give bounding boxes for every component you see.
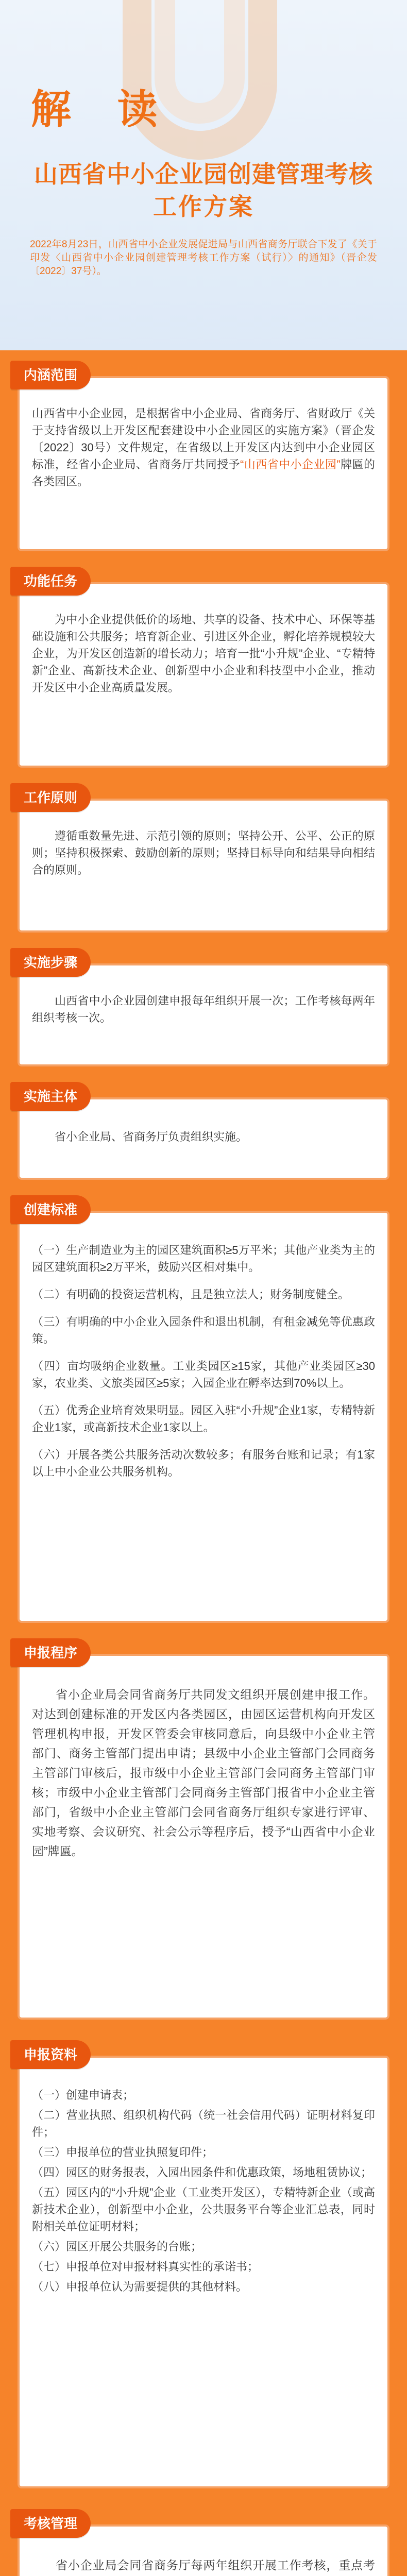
material-item: （八）申报单位认为需要提供的其他材料。: [32, 2280, 248, 2293]
material-item: （三）申报单位的营业执照复印件；: [32, 2146, 214, 2159]
section-card: [18, 963, 389, 1066]
scope-text-main: 山西省中小企业园，是根据省中小企业局、省商务厅、省财政厅《关于支持省级以上开发区配套建设中小企业园区的实施方案》（晋企发〔2022〕30号）文件规定，在省级以上开发区内达到中小企业园区标准，经省小企业局、省商务厅共同授予: [32, 407, 375, 471]
section-tag: 考核管理: [10, 2509, 91, 2538]
section-tag: 实施步骤: [10, 948, 91, 977]
intro-text: 2022年8月23日，山西省中小企业发展促进局与山西省商务厅联合下发了《关于印发〈山西省中小企业园创建管理考核工作方案（试行）〉的通知》（晋企发〔2022〕37号）。: [30, 239, 377, 277]
standard-item: （二）有明确的投资运营机构，且是独立法人；财务制度健全。: [32, 1288, 350, 1301]
section-standard: [10, 1195, 397, 1628]
section-paragraph: 为中小企业提供低价的场地、共享的设备、技术中心、环保等基础设施和公共服务；培育新企业、引进区外企业，孵化培养规模较大企业，为开发区创造新的增长动力；培育一批“小升规”企业、“专精特新”企业、高新技术企业、创新型中小企业和科技型中小企业，推动开发区中小企业高质量发展。: [32, 613, 375, 694]
standard-item: （四）亩均吸纳企业数量。工业类园区≥15家，其他产业类园区≥30家，农业类、文旅类园区≥5家；入园企业在孵率达到70%以上。: [32, 1360, 375, 1389]
section-steps: [10, 948, 397, 1072]
section-paragraph: 遵循重数量先进、示范引领的原则；坚持公开、公平、公正的原则；坚持积极探索、鼓励创新的原则；坚持目标导向和结果导向相结合的原则。: [32, 829, 375, 876]
material-item: （四）园区的财务报表，入园出园条件和优惠政策，场地租赁协议；: [32, 2166, 372, 2179]
scope-text-end: 牌匾的各类园区。: [32, 458, 375, 488]
section-principle: [10, 783, 397, 938]
section-card: [18, 1654, 389, 2020]
scope-text: [32, 405, 375, 490]
section-paragraph: 省小企业局会同省商务厅共同发文组织开展创建申报工作。对达到创建标准的开发区内各类园区，由园区运营机构向开发区管理机构申报，开发区管委会审核同意后，向县级中小企业主管部门、商务主管部门提出申请；县级中小企业主管部门会同商务主管部门审核后，报市级中小企业主管部门会同商务主管部门审核；市级中小企业主管部门会同商务主管部门报省中小企业主管部门，省级中小企业主管部门会同省商务厅组织专家进行评审、实地考察、会议研究、社会公示等程序后，授予“山西省中小企业园”牌匾。: [32, 1688, 375, 1858]
standard-item: （一）生产制造业为主的园区建筑面积≥5万平米；其他产业类为主的园区建筑面积≥2万平米，鼓励兴区相对集中。: [32, 1244, 375, 1274]
section-tag: 内涵范围: [10, 361, 91, 389]
standard-item: （五）优秀企业培育效果明显。园区入驻“小升规”企业1家，专精特新企业1家，或高新技术企业1家以上。: [32, 1404, 375, 1434]
section-tag: 申报程序: [10, 1638, 91, 1667]
section-card: [18, 1211, 389, 1623]
material-item: （五）园区内的“小升规”企业（工业类开发区），专精特新企业（或高新技术企业），创新型中小企业，公共服务平台等企业汇总表，同时附相关单位证明材料；: [32, 2186, 375, 2233]
section-card: [18, 582, 389, 768]
section-paragraph: 省小企业局会同省商务厅每两年组织开展工作考核，重点考: [56, 2558, 375, 2572]
standard-item: （六）开展各类公共服务活动次数较多；有服务台账和记录；有1家以上中小企业公共服务机构。: [32, 1448, 375, 1478]
section-paragraph: 省小企业局、省商务厅负责组织实施。: [55, 1130, 248, 1143]
section-materials: [10, 2040, 397, 2494]
section-subject: [10, 1082, 397, 1185]
section-card: [18, 376, 389, 551]
section-assessment: [10, 2509, 397, 2576]
section-card: [18, 2056, 389, 2488]
section-scope: [10, 361, 397, 556]
material-item: （七）申报单位对申报材料真实性的承诺书；: [32, 2260, 259, 2273]
jiedu-heading: 解 读: [31, 87, 175, 132]
header-banner: [0, 0, 407, 350]
section-tag: 功能任务: [10, 567, 91, 596]
section-card: [18, 799, 389, 933]
page-title-line2: 工作方案: [153, 193, 254, 220]
material-item: （一）创建申请表；: [32, 2089, 134, 2102]
section-tag: 创建标准: [10, 1195, 91, 1224]
section-tag: 工作原则: [10, 783, 91, 812]
section-tag: 申报资料: [10, 2040, 91, 2069]
section-paragraph: 山西省中小企业园创建申报每年组织开展一次；工作考核每两年组织考核一次。: [32, 994, 375, 1024]
material-item: （二）营业执照、组织机构代码（统一社会信用代码）证明材料复印件；: [32, 2109, 375, 2139]
standard-item: （三）有明确的中小企业入园条件和退出机制，有租金减免等优惠政策。: [32, 1315, 375, 1345]
section-tag: 实施主体: [10, 1082, 91, 1111]
page-title-line1: 山西省中小企业园创建管理考核: [34, 161, 373, 188]
material-item: （六）园区开展公共服务的台账；: [32, 2240, 202, 2253]
scope-highlight: “山西省中小企业园”: [240, 458, 341, 471]
section-procedure: [10, 1638, 397, 2025]
section-function: [10, 567, 397, 773]
